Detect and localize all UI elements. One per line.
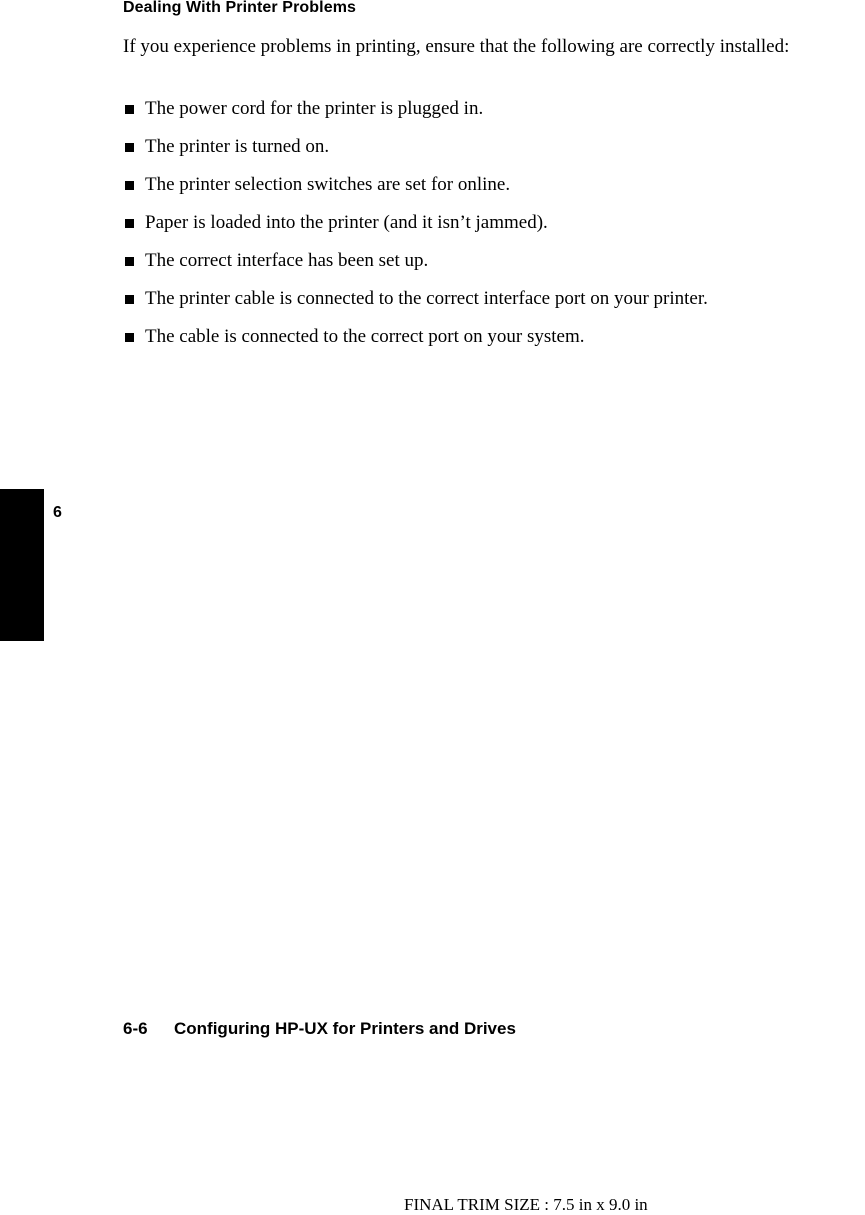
- square-bullet-icon: [125, 181, 134, 190]
- list-item-text: The correct interface has been set up.: [145, 250, 429, 271]
- square-bullet-icon: [125, 257, 134, 266]
- list-item: [123, 95, 708, 133]
- list-item-text: The power cord for the printer is plugged in.: [145, 98, 484, 119]
- list-item: [123, 247, 708, 285]
- list-item: [123, 285, 708, 323]
- footer-title: Configuring HP-UX for Printers and Drives: [174, 1019, 516, 1038]
- list-item: [123, 133, 708, 171]
- page-footer: [123, 1019, 516, 1039]
- list-item-text: The printer selection switches are set for online.: [145, 174, 511, 195]
- square-bullet-icon: [125, 295, 134, 304]
- square-bullet-icon: [125, 105, 134, 114]
- printer-checklist: [123, 95, 708, 361]
- list-item-text: Paper is loaded into the printer (and it isn’t jammed).: [145, 212, 548, 233]
- square-bullet-icon: [125, 143, 134, 152]
- list-item-text: The cable is connected to the correct port on your system.: [145, 326, 585, 347]
- list-item: [123, 171, 708, 209]
- list-item-text: The printer cable is connected to the correct interface port on your printer.: [145, 288, 708, 309]
- chapter-thumb-tab: [0, 489, 44, 641]
- chapter-number: 6: [53, 504, 62, 521]
- list-item: [123, 323, 708, 361]
- list-item-text: The printer is turned on.: [145, 136, 330, 157]
- page-number: 6-6: [123, 1019, 148, 1038]
- intro-paragraph: If you experience problems in printing, ensure that the following are correctly installed:: [123, 36, 790, 57]
- trim-size-note: FINAL TRIM SIZE : 7.5 in x 9.0 in: [404, 1195, 648, 1214]
- square-bullet-icon: [125, 333, 134, 342]
- list-item: [123, 209, 708, 247]
- square-bullet-icon: [125, 219, 134, 228]
- section-heading: Dealing With Printer Problems: [123, 0, 357, 16]
